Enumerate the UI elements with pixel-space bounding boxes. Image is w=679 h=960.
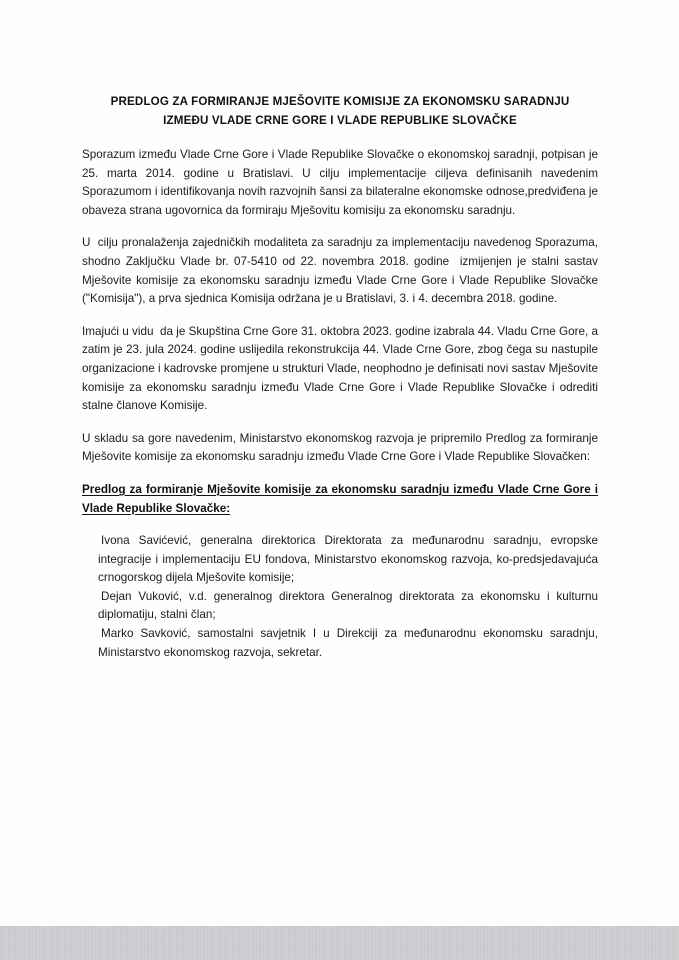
list-item: Ivona Savićević, generalna direktorica Direktorata za međunarodnu saradnju, evropske integracije i implementaciju EU fondova, Ministarstvo ekonomskog razvoja, ko-predsjedavajuća crnogorskog dijela Mješovite komisije; — [98, 534, 598, 585]
paragraph-government-reconstruction: Imajući u vidu da je Skupština Crne Gore 31. oktobra 2023. godine izabrala 44. Vladu Crne Gore, a zatim je 23. jula 2024. godine uslijedila rekonstrukcija 44. Vlade Crne Gore, zbog čega su nastupile organizacione i kadrovske promjene u strukturi Vlade, neophodno je definisati novi sastav Mješovite komisije za ekonomsku saradnju između Vlade Crne Gore i Vlade Republike Slovačke i odrediti stalne članove Komisije. — [82, 324, 602, 413]
list-item: Marko Savković, samostalni savjetnik I u Direkciji za međunarodnu ekonomsku saradnju, Ministarstvo ekonomskog razvoja, sekretar. — [98, 627, 598, 659]
paragraph-agreement-background: Sporazum između Vlade Crne Gore i Vlade Republike Slovačke o ekonomskoj saradnji, potpisan je 25. marta 2014. godine u Bratislavi. U cilju implementacije ciljeva definisanih navedenim Sporazumom i identifikovanja novih razvojnih šansi za bilateralne ekonomske odnose,predviđena je obaveza strana ugovornica da formiraju Mješovitu komisiju za ekonomsku saradnju. — [82, 148, 602, 217]
document-body — [82, 93, 605, 662]
page-title-line-1: PREDLOG ZA FORMIRANJE MJEŠOVITE KOMISIJE ZA EKONOMSKU SARADNJU — [110, 95, 570, 108]
paragraph-ministry-proposal: U skladu sa gore navedenim, Ministarstvo ekonomskog razvoja je pripremilo Predlog za formiranje Mješovite komisije za ekonomsku saradnju između Vlade Crne Gore i Vlade Republike Slovačken: — [82, 431, 602, 464]
page-title-line-2: IZMEĐU VLADE CRNE GORE I VLADE REPUBLIKE SLOVAČKE — [163, 113, 517, 127]
commission-members-list — [82, 532, 598, 662]
scanner-noise-band — [0, 926, 679, 960]
section-heading-proposal: Predlog za formiranje Mješovite komisije za ekonomsku saradnju između Vlade Crne Gore i Vlade Republike Slovačke: — [82, 482, 598, 515]
list-item: Dejan Vuković, v.d. generalnog direktora Generalnog direktorata za ekonomsku i kulturnu diplomatiju, stalni član; — [98, 589, 598, 622]
page-title — [82, 93, 598, 130]
paragraph-commission-modalities: U cilju pronalaženja zajedničkih modaliteta za saradnju za implementaciju navedenog Sporazuma, shodno Zaključku Vlade br. 07-5410 od 22. novembra 2018. godine izmijenjen je stalni sastav Mješovite komisije za ekonomsku saradnju između Vlade Crne Gore i Vlade Republike Slovačke ("Komisija"), a prva sjednica Komisija održana je u Bratislavi, 3. i 4. decembra 2018. godine. — [82, 236, 605, 306]
